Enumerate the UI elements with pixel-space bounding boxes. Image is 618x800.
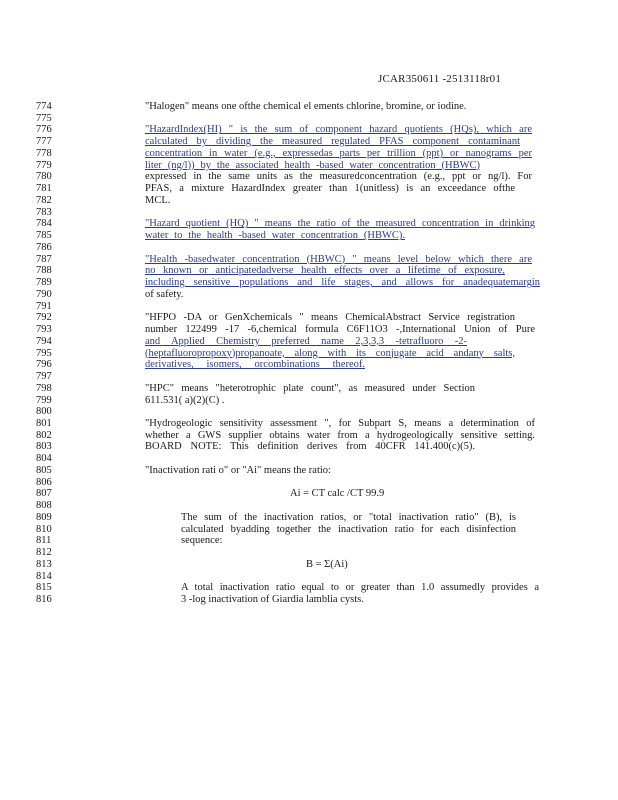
line-number: 808: [36, 500, 52, 512]
text-line-792: "HFPO -DA or GenXchemicals " means ChemicalAbstract Service registration: [145, 312, 515, 324]
line-number: 782: [36, 194, 52, 206]
line-number: 798: [36, 382, 52, 394]
text-line-780: expressed in the same units as the measuredconcentration (e.g., ppt or ng/l). For: [145, 171, 532, 183]
text-line-774: "Halogen" means one ofthe chemical el ements chlorine, bromine, or iodine.: [145, 101, 467, 112]
line-number: 799: [36, 394, 52, 406]
text-line-810: calculated byadding together the inactivation ratio for each disinfection: [181, 523, 516, 535]
line-number: 805: [36, 464, 52, 476]
text-line-788: no known or anticipatedadverse health effects over a lifetime of exposure,: [145, 265, 505, 277]
text-line-798: "HPC" means "heterotrophic plate count", as measured under Section: [145, 382, 475, 394]
line-number: 787: [36, 253, 52, 265]
line-number: 815: [36, 582, 52, 594]
line-number: 789: [36, 277, 52, 289]
text-line-794: and Applied Chemistry preferred name 2,3,3,3 -tetrafluoro -2-: [145, 335, 467, 347]
line-number: 816: [36, 594, 52, 606]
line-number: 775: [36, 112, 52, 124]
line-number: 807: [36, 488, 52, 500]
line-number: 804: [36, 453, 52, 465]
line-number: 792: [36, 312, 52, 324]
line-number: 814: [36, 570, 52, 582]
line-number: 793: [36, 324, 52, 336]
text-line-796: derivatives, isomers, orcombinations thereof.: [145, 359, 365, 371]
line-number: 795: [36, 347, 52, 359]
line-number: 812: [36, 547, 52, 559]
text-line-803: BOARD NOTE: This definition derives from 40CFR 141.400(c)(5).: [145, 441, 475, 453]
line-number: 776: [36, 124, 52, 136]
text-line-799: 611.531( a)(2)(C) .: [145, 394, 225, 406]
text-line-795: (heptafluoropropoxy)propanoate, along with its conjugate acid andany salts,: [145, 347, 515, 359]
text-line-790: of safety.: [145, 288, 184, 300]
text-line-782: MCL.: [145, 194, 171, 206]
line-number: 784: [36, 218, 52, 230]
line-number: 797: [36, 371, 52, 383]
text-line-776: "HazardIndex(HI) " is the sum of component hazard quotients (HQs), which are: [145, 124, 532, 136]
text-line-793: number 122499 -17 -6,chemical formula C6F11O3 -,International Union of Pure: [145, 324, 535, 336]
document-header: JCAR350611 -2513118r01: [378, 73, 502, 85]
text-line-787: "Health -basedwater concentration (HBWC) " means level below which there are: [145, 253, 532, 265]
text-line-805: "Inactivation rati o" or "Ai" means the ratio:: [145, 464, 331, 476]
line-number: 791: [36, 300, 52, 312]
line-number: 811: [36, 535, 52, 547]
text-line-802: whether a GWS supplier obtains water from a hydrogeologically sensitive setting.: [145, 429, 535, 441]
line-number: 800: [36, 406, 52, 418]
line-number: 813: [36, 558, 52, 570]
line-number: 781: [36, 183, 52, 195]
line-number: 803: [36, 441, 52, 453]
line-number: 786: [36, 241, 52, 253]
line-number: 778: [36, 147, 52, 159]
line-number: 785: [36, 230, 52, 242]
line-number: 801: [36, 417, 52, 429]
text-line-801: "Hydrogeologic sensitivity assessment ", for Subpart S, means a determination of: [145, 417, 535, 429]
line-number: 780: [36, 171, 52, 183]
line-number: 810: [36, 523, 52, 535]
line-number: 783: [36, 206, 52, 218]
text-line-779: liter (ng/l)) by the associated health -based water concentration (HBWC): [145, 159, 480, 171]
line-number: 779: [36, 159, 52, 171]
line-number: 796: [36, 359, 52, 371]
text-line-811: sequence:: [181, 535, 223, 547]
text-line-813: B = Σ(Ai): [306, 558, 348, 570]
line-number: 802: [36, 429, 52, 441]
line-number: 794: [36, 335, 52, 347]
line-number: 788: [36, 265, 52, 277]
text-line-784: "Hazard quotient (HQ) " means the ratio of the measured concentration in drinking: [145, 218, 535, 230]
text-line-789: including sensitive populations and life stages, and allows for anadequatemargin: [145, 277, 540, 289]
text-line-781: PFAS, a mixture HazardIndex greater than 1(unitless) is an exceedance ofthe: [145, 183, 515, 195]
text-line-809: The sum of the inactivation ratios, or "total inactivation ratio" (B), is: [181, 511, 516, 523]
text-line-815: A total inactivation ratio equal to or greater than 1.0 assumedly provides a: [181, 582, 539, 594]
line-number: 777: [36, 136, 52, 148]
text-line-816: 3 -log inactivation of Giardia lamblia cysts.: [181, 594, 364, 606]
text-line-785: water to the health -based water concentration (HBWC).: [145, 230, 405, 242]
line-number: 774: [36, 101, 52, 112]
text-line-777: calculated by dividing the measured regulated PFAS component contaminant: [145, 136, 520, 148]
line-number: 809: [36, 511, 52, 523]
text-line-807: Ai = CT calc /CT 99.9: [290, 488, 385, 500]
text-line-778: concentration in water (e.g., expressedas parts per trillion (ppt) or nanograms per: [145, 147, 532, 159]
line-number: 806: [36, 476, 52, 488]
line-number: 790: [36, 288, 52, 300]
